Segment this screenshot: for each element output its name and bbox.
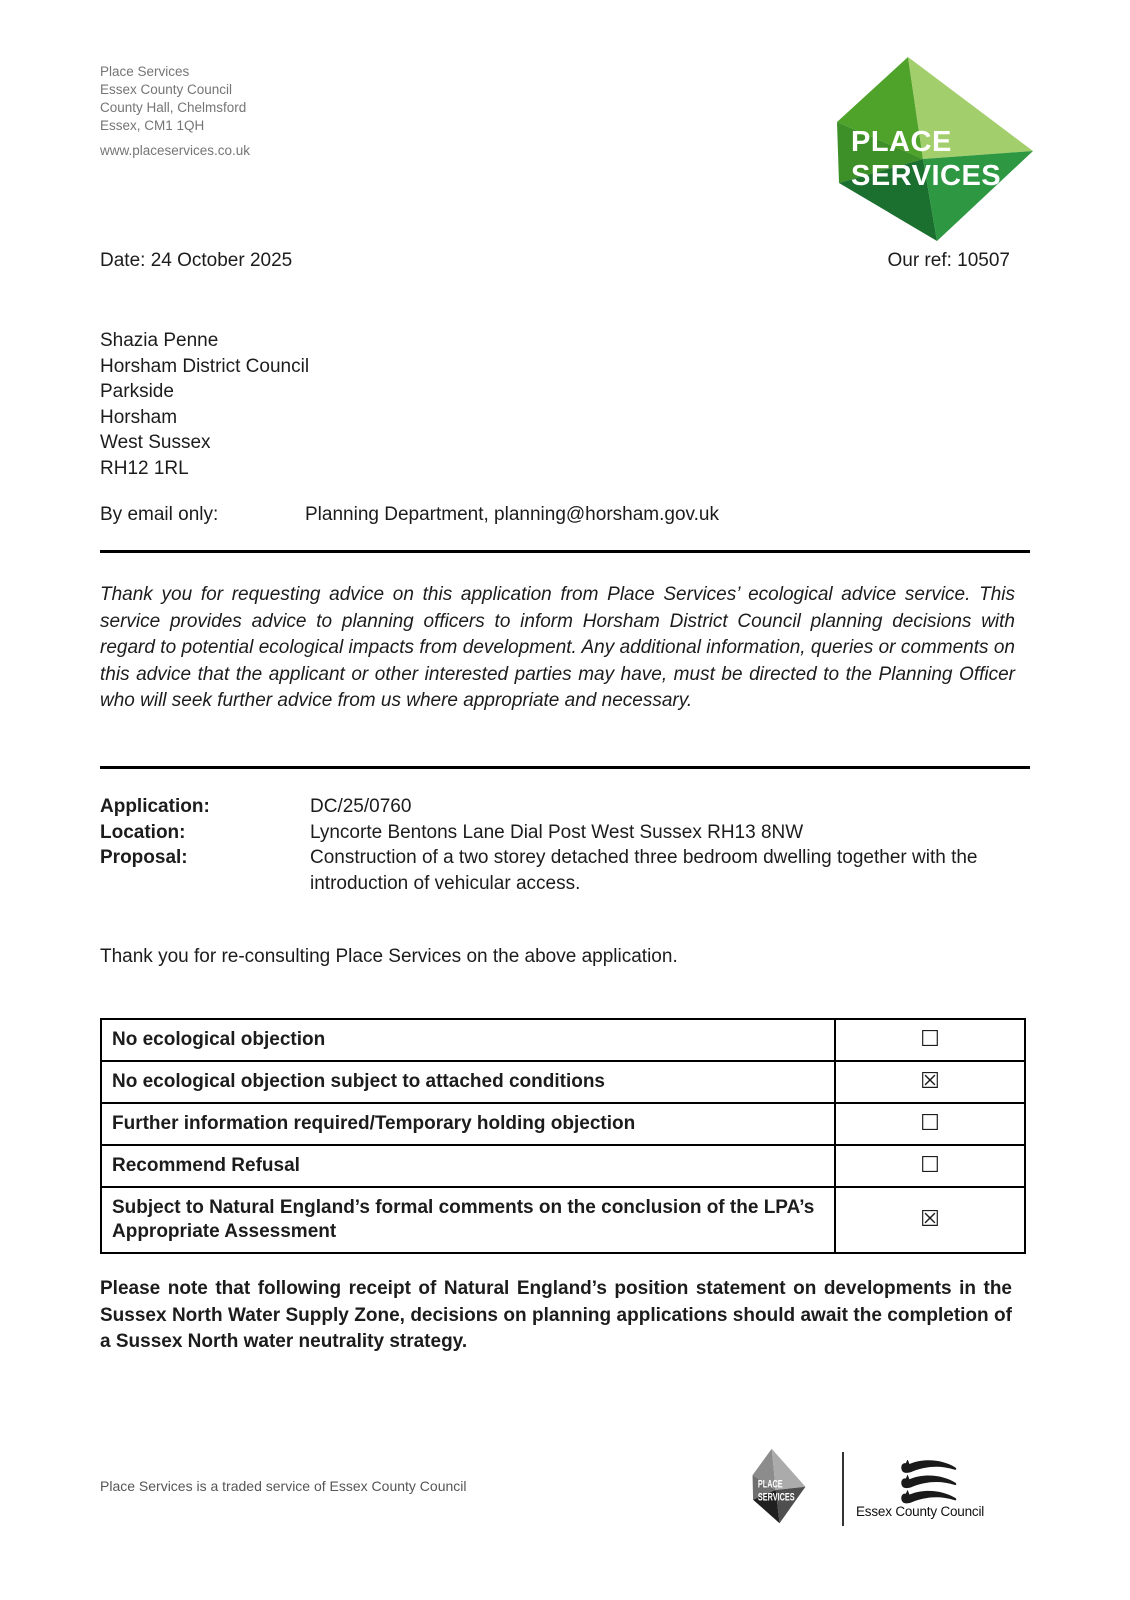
logo-text-place: PLACE — [851, 126, 952, 158]
place-services-logo — [835, 55, 1035, 243]
our-ref-line: Our ref: 10507 — [887, 250, 1010, 271]
decision-checkbox[interactable] — [835, 1187, 1025, 1253]
sender-line: County Hall, Chelmsford — [100, 100, 247, 115]
sender-website: www.placeservices.co.uk — [100, 143, 251, 158]
location-value: Lyncorte Bentons Lane Dial Post West Sussex RH13 8NW — [310, 821, 804, 843]
email-only-label: By email only: — [100, 504, 219, 525]
checkbox-icon: ☐ — [920, 1152, 940, 1177]
seax-blade — [901, 1460, 956, 1473]
note-paragraph: Please note that following receipt of Natural England’s position statement on developments in the Sussex North Water Supply Zone, decisions on planning applications should await the completion of a Sussex North water neutrality strategy. — [100, 1278, 1012, 1352]
proposal-value: Construction of a two storey detached three bedroom dwelling together with the introduction of vehicular access. — [310, 847, 978, 894]
checkbox-checked-icon: ☒ — [920, 1206, 940, 1231]
meta-row — [100, 250, 1010, 272]
footer-logo-text-services: SERVICES — [757, 1491, 795, 1503]
place-services-footer-logo — [752, 1448, 806, 1524]
email-address: Planning Department, planning@horsham.gov.uk — [305, 504, 719, 525]
sender-line: Essex County Council — [100, 82, 233, 97]
application-details — [100, 794, 1012, 896]
sender-address — [100, 63, 250, 160]
decision-row-label: Subject to Natural England’s formal comments on the conclusion of the LPA’s Appropriate Assessment — [101, 1187, 835, 1253]
table-row — [101, 1103, 1025, 1145]
application-label: Application: — [100, 796, 210, 817]
logo-text-services: SERVICES — [851, 160, 1002, 192]
footer-divider — [842, 1452, 844, 1526]
location-label: Location: — [100, 821, 186, 843]
checkbox-checked-icon: ☒ — [920, 1068, 940, 1093]
decision-checkbox[interactable] — [835, 1061, 1025, 1103]
location-row — [100, 820, 1012, 846]
decision-row-label: Further information required/Temporary holding objection — [101, 1103, 835, 1145]
essex-county-council-label: Essex County Council — [856, 1504, 985, 1519]
table-row — [101, 1061, 1025, 1103]
recipient-line: RH12 1RL — [100, 457, 189, 479]
reconsult-line: Thank you for re-consulting Place Services on the above application. — [100, 946, 678, 967]
proposal-label: Proposal: — [100, 847, 188, 868]
decision-row-label: No ecological objection subject to attached conditions — [101, 1061, 835, 1103]
table-row — [101, 1187, 1025, 1253]
footer-logo-text-place: PLACE — [757, 1478, 783, 1490]
date-line: Date: 24 October 2025 — [100, 250, 293, 271]
application-row — [100, 794, 1012, 820]
decision-row-label: No ecological objection — [101, 1019, 835, 1061]
email-row — [100, 504, 1012, 526]
recipient-line: West Sussex — [100, 432, 211, 453]
decision-checkbox[interactable] — [835, 1103, 1025, 1145]
table-row — [101, 1019, 1025, 1061]
decision-row-label: Recommend Refusal — [101, 1145, 835, 1187]
recipient-address — [100, 328, 309, 481]
decision-table — [100, 1018, 1026, 1254]
decision-checkbox[interactable] — [835, 1145, 1025, 1187]
sender-line: Essex, CM1 1QH — [100, 118, 205, 133]
recipient-line: Parkside — [100, 381, 174, 402]
recipient-line: Horsham — [100, 406, 178, 428]
checkbox-icon: ☐ — [920, 1026, 940, 1051]
intro-paragraph: Thank you for requesting advice on this application from Place Services’ ecological advice service. This service provides advice to planning officers to inform Horsham District Council planning decisions with regard to potential ecological impacts from development. Any additional information, queries or comments on this advice that the applicant or other interested parties may have, must be directed to the Planning Officer who will seek further advice from us where appropriate and necessary. — [100, 584, 1015, 711]
proposal-row — [100, 845, 1012, 896]
checkbox-icon: ☐ — [920, 1110, 940, 1135]
horizontal-rule — [100, 766, 1030, 769]
seax-blade — [901, 1490, 956, 1504]
table-row — [101, 1145, 1025, 1187]
recipient-line: Shazia Penne — [100, 330, 219, 351]
recipient-line: Horsham District Council — [100, 355, 310, 377]
decision-checkbox[interactable] — [835, 1019, 1025, 1061]
footer-traded-text: Place Services is a traded service of Essex County Council — [100, 1478, 467, 1494]
application-value: DC/25/0760 — [310, 796, 412, 817]
sender-line: Place Services — [100, 64, 190, 79]
seax-blade — [901, 1474, 956, 1488]
horizontal-rule — [100, 550, 1030, 553]
essex-county-council-seaxes-icon — [898, 1460, 958, 1505]
